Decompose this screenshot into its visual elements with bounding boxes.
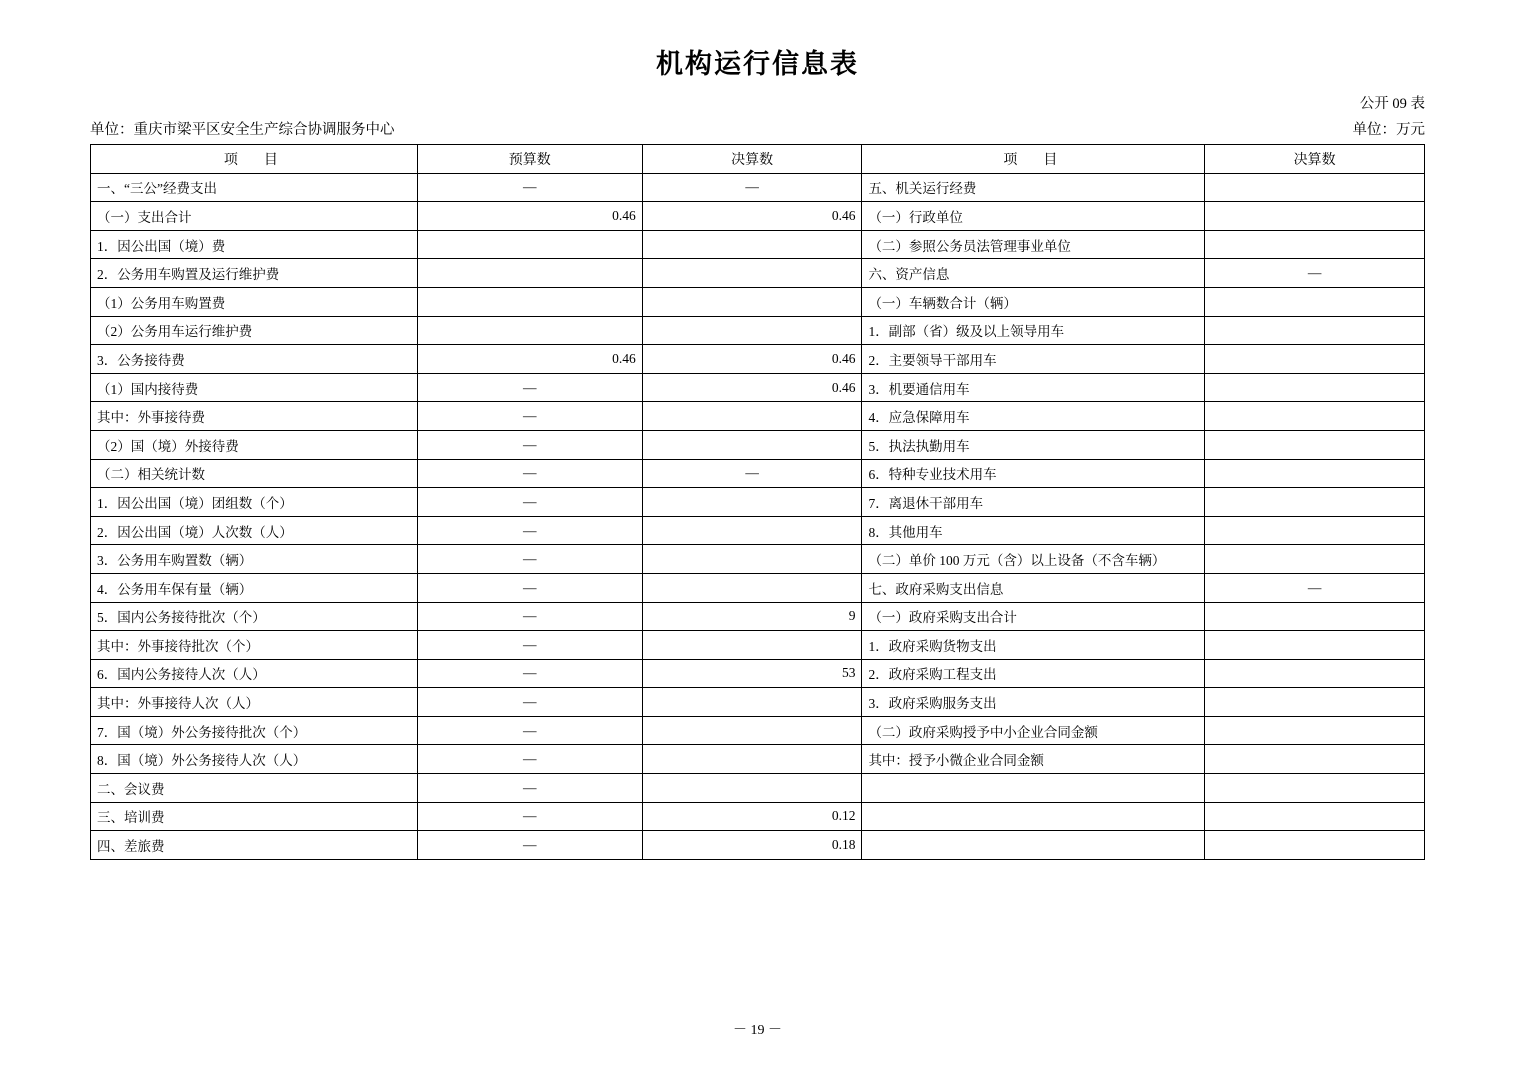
row-budget-value [417, 316, 642, 345]
row-final-value [642, 774, 862, 803]
row-label-left: 四、差旅费 [91, 831, 418, 860]
row-budget-value [417, 230, 642, 259]
row-final-value-right [1205, 402, 1425, 431]
row-label-left: 2．公务用车购置及运行维护费 [91, 259, 418, 288]
row-label-right: 3．机要通信用车 [862, 373, 1205, 402]
row-label-left: （一）支出合计 [91, 202, 418, 231]
row-budget-value [417, 259, 642, 288]
row-label-right [862, 802, 1205, 831]
row-label-right: （二）单价 100 万元（含）以上设备（不含车辆） [862, 545, 1205, 574]
row-final-value-right [1205, 545, 1425, 574]
table-row [91, 430, 1425, 459]
row-label-right: （一）车辆数合计（辆） [862, 287, 1205, 316]
row-label-left: （1）国内接待费 [91, 373, 418, 402]
row-label-right: 4．应急保障用车 [862, 402, 1205, 431]
row-final-value-right: — [1205, 573, 1425, 602]
row-final-value-right [1205, 373, 1425, 402]
row-label-right: 7．离退休干部用车 [862, 488, 1205, 517]
row-budget-value: — [417, 545, 642, 574]
page-number: － 19 － [733, 1023, 782, 1038]
row-final-value: 9 [642, 602, 862, 631]
row-label-left: 其中：外事接待批次（个） [91, 631, 418, 660]
row-label-right: 2．政府采购工程支出 [862, 659, 1205, 688]
header-final: 决算数 [642, 145, 862, 174]
page-title: 机构运行信息表 [656, 49, 859, 79]
row-final-value [642, 430, 862, 459]
unit-measure: 单位：万元 [1352, 122, 1425, 138]
row-final-value [642, 573, 862, 602]
header-item-left: 项 目 [91, 145, 418, 174]
row-final-value [642, 631, 862, 660]
row-label-right: （一）政府采购支出合计 [862, 602, 1205, 631]
table-row [91, 488, 1425, 517]
row-budget-value: — [417, 688, 642, 717]
row-final-value: 0.46 [642, 345, 862, 374]
table-row [91, 688, 1425, 717]
table-row [91, 573, 1425, 602]
row-final-value-right [1205, 631, 1425, 660]
row-budget-value: — [417, 659, 642, 688]
table-row [91, 459, 1425, 488]
row-final-value-right [1205, 745, 1425, 774]
row-final-value-right: — [1205, 259, 1425, 288]
row-label-left: 7．国（境）外公务接待批次（个） [91, 716, 418, 745]
row-label-left: 三、培训费 [91, 802, 418, 831]
table-row [91, 202, 1425, 231]
row-label-left: 3．公务用车购置数（辆） [91, 545, 418, 574]
row-label-right: （二）参照公务员法管理事业单位 [862, 230, 1205, 259]
row-label-right: 六、资产信息 [862, 259, 1205, 288]
row-budget-value: 0.46 [417, 345, 642, 374]
table-body [91, 173, 1425, 859]
row-budget-value: — [417, 488, 642, 517]
row-final-value-right [1205, 202, 1425, 231]
row-final-value [642, 545, 862, 574]
row-budget-value: — [417, 631, 642, 660]
table-row [91, 259, 1425, 288]
row-budget-value: — [417, 573, 642, 602]
row-final-value: 0.12 [642, 802, 862, 831]
row-final-value-right [1205, 831, 1425, 860]
unit-name: 单位：重庆市梁平区安全生产综合协调服务中心 [90, 122, 395, 138]
header-item-right: 项 目 [862, 145, 1205, 174]
row-budget-value: — [417, 402, 642, 431]
institution-operation-table [90, 144, 1425, 860]
row-final-value: — [642, 173, 862, 202]
table-row [91, 602, 1425, 631]
row-final-value: 0.46 [642, 202, 862, 231]
row-label-right: （二）政府采购授予中小企业合同金额 [862, 716, 1205, 745]
row-label-right: 1．副部（省）级及以上领导用车 [862, 316, 1205, 345]
row-final-value: 0.46 [642, 373, 862, 402]
row-final-value-right [1205, 488, 1425, 517]
row-final-value-right [1205, 602, 1425, 631]
table-row [91, 345, 1425, 374]
row-final-value [642, 230, 862, 259]
table-row [91, 802, 1425, 831]
header-budget: 预算数 [417, 145, 642, 174]
row-label-right [862, 774, 1205, 803]
row-final-value [642, 287, 862, 316]
table-row [91, 631, 1425, 660]
row-label-left: 4．公务用车保有量（辆） [91, 573, 418, 602]
row-budget-value [417, 287, 642, 316]
row-final-value-right [1205, 774, 1425, 803]
row-label-left: 一、“三公”经费支出 [91, 173, 418, 202]
row-budget-value: — [417, 831, 642, 860]
row-label-left: 8．国（境）外公务接待人次（人） [91, 745, 418, 774]
row-label-left: 1．因公出国（境）费 [91, 230, 418, 259]
row-label-right: （一）行政单位 [862, 202, 1205, 231]
row-label-left: （二）相关统计数 [91, 459, 418, 488]
row-final-value-right [1205, 459, 1425, 488]
table-row [91, 516, 1425, 545]
row-budget-value: — [417, 516, 642, 545]
row-budget-value: — [417, 745, 642, 774]
row-label-left: 二、会议费 [91, 774, 418, 803]
row-final-value-right [1205, 230, 1425, 259]
row-final-value-right [1205, 345, 1425, 374]
row-final-value: 53 [642, 659, 862, 688]
form-number: 公开 09 表 [1359, 96, 1425, 112]
row-label-right: 七、政府采购支出信息 [862, 573, 1205, 602]
row-final-value-right [1205, 716, 1425, 745]
meta-row [90, 118, 1425, 139]
row-label-left: （1）公务用车购置费 [91, 287, 418, 316]
row-label-right: 1．政府采购货物支出 [862, 631, 1205, 660]
row-label-right: 8．其他用车 [862, 516, 1205, 545]
row-final-value-right [1205, 173, 1425, 202]
row-final-value-right [1205, 430, 1425, 459]
row-final-value [642, 316, 862, 345]
table-row [91, 659, 1425, 688]
row-budget-value: — [417, 173, 642, 202]
row-label-left: （2）国（境）外接待费 [91, 430, 418, 459]
row-label-left: 6．国内公务接待人次（人） [91, 659, 418, 688]
row-final-value [642, 488, 862, 517]
row-budget-value: — [417, 802, 642, 831]
row-budget-value: — [417, 774, 642, 803]
table-row [91, 831, 1425, 860]
table-row [91, 774, 1425, 803]
row-label-right [862, 831, 1205, 860]
row-final-value-right [1205, 802, 1425, 831]
row-final-value [642, 402, 862, 431]
row-label-right: 3．政府采购服务支出 [862, 688, 1205, 717]
row-final-value [642, 259, 862, 288]
row-final-value [642, 688, 862, 717]
row-budget-value: — [417, 459, 642, 488]
row-final-value-right [1205, 688, 1425, 717]
row-label-left: 3．公务接待费 [91, 345, 418, 374]
table-row [91, 716, 1425, 745]
row-label-right: 5．执法执勤用车 [862, 430, 1205, 459]
row-label-left: 2．因公出国（境）人次数（人） [91, 516, 418, 545]
row-label-right: 五、机关运行经费 [862, 173, 1205, 202]
row-final-value-right [1205, 516, 1425, 545]
row-final-value: 0.18 [642, 831, 862, 860]
row-final-value-right [1205, 659, 1425, 688]
row-label-left: 其中：外事接待人次（人） [91, 688, 418, 717]
row-budget-value: — [417, 373, 642, 402]
row-final-value: — [642, 459, 862, 488]
table-row [91, 745, 1425, 774]
row-budget-value: — [417, 430, 642, 459]
row-label-right: 6．特种专业技术用车 [862, 459, 1205, 488]
row-final-value-right [1205, 316, 1425, 345]
table-row [91, 402, 1425, 431]
header-final-right: 决算数 [1205, 145, 1425, 174]
table-row [91, 287, 1425, 316]
row-final-value [642, 516, 862, 545]
row-label-left: 1．因公出国（境）团组数（个） [91, 488, 418, 517]
table-row [91, 545, 1425, 574]
table-row [91, 316, 1425, 345]
row-label-left: （2）公务用车运行维护费 [91, 316, 418, 345]
row-label-left: 5．国内公务接待批次（个） [91, 602, 418, 631]
row-final-value [642, 745, 862, 774]
row-budget-value: — [417, 716, 642, 745]
table-row [91, 373, 1425, 402]
row-label-right: 其中：授予小微企业合同金额 [862, 745, 1205, 774]
table-row [91, 173, 1425, 202]
row-budget-value: 0.46 [417, 202, 642, 231]
table-header-row [91, 145, 1425, 174]
row-final-value [642, 716, 862, 745]
row-label-left: 其中：外事接待费 [91, 402, 418, 431]
table-row [91, 230, 1425, 259]
row-label-right: 2．主要领导干部用车 [862, 345, 1205, 374]
row-budget-value: — [417, 602, 642, 631]
row-final-value-right [1205, 287, 1425, 316]
